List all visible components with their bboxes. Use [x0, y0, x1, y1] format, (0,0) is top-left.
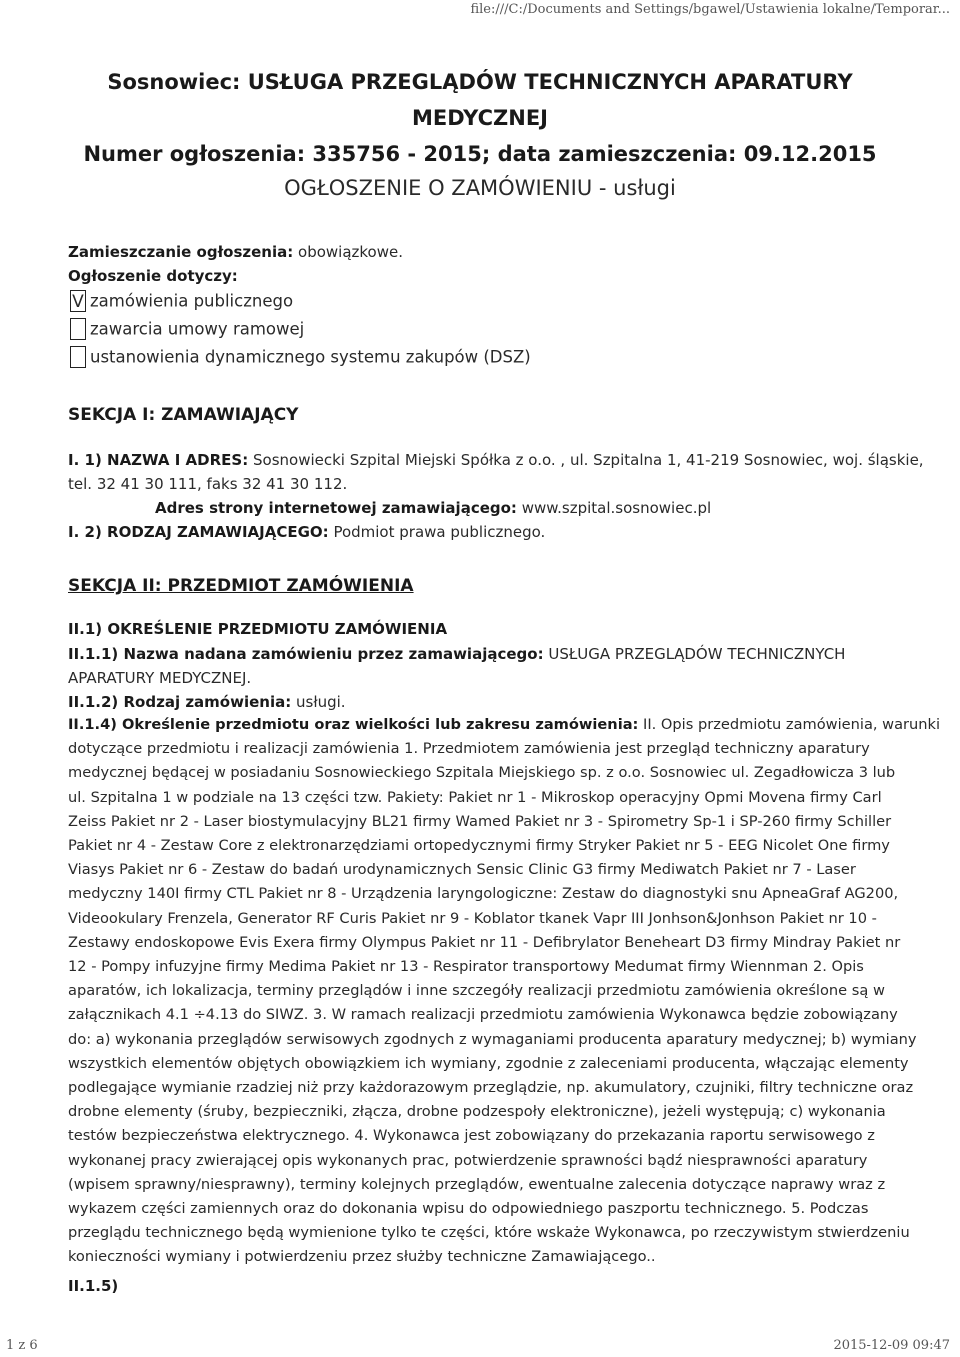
ii14-label: II.1.4) Określenie przedmiotu oraz wielkości lub zakresu zamówienia: — [68, 716, 639, 733]
i2-label: I. 2) RODZAJ ZAMAWIAJĄCEGO: — [68, 523, 329, 541]
i1-label: I. 1) NAZWA I ADRES: — [68, 451, 249, 469]
ii14-body — [68, 737, 917, 1269]
ii14-description — [68, 713, 941, 1270]
page-indicator: 1 z 6 — [6, 1338, 38, 1353]
website-row — [155, 499, 711, 517]
option-label: zawarcia umowy ramowej — [90, 319, 305, 339]
ii14-line: ul. Szpitalna 1 w podziale na 13 części tzw. Pakiety: Pakiet nr 1 - Mikroskop operacyjny Opmi Movena firmy Carl — [68, 788, 882, 806]
ii14-line: załącznikach 4.1 ÷4.13 do SIWZ. 3. W ramach realizacji przedmiotu zamówienia Wykonawca będzie zobowiązany — [68, 1006, 898, 1024]
i1-value: Sosnowiecki Szpital Miejski Spółka z o.o. , ul. Szpitalna 1, 41-219 Sosnowiec, woj. śląskie, — [253, 451, 924, 469]
dotyczy-label: Ogłoszenie dotyczy: — [68, 267, 238, 285]
ii14-line: II. Opis przedmiotu zamówienia, warunki — [643, 716, 941, 733]
doc-title-line-2: MEDYCZNEJ — [412, 106, 548, 130]
i2-value: Podmiot prawa publicznego. — [333, 523, 546, 541]
print-timestamp: 2015-12-09 09:47 — [833, 1338, 950, 1353]
ii14-line: (wpisem sprawny/niesprawny), terminy kolejnych przeglądów, ewentualne zalecenia dotyczące naprawy wraz z — [68, 1175, 886, 1193]
zamieszczanie-row — [68, 243, 403, 261]
ii15-label: II.1.5) — [68, 1277, 119, 1295]
ii12-value: usługi. — [296, 693, 346, 711]
option-label: zamówienia publicznego — [90, 291, 294, 311]
option-umowy-ramowej — [70, 318, 304, 342]
ii12-label: II.1.2) Rodzaj zamówienia: — [68, 693, 292, 711]
option-zamowienia-publicznego — [70, 290, 293, 314]
zamieszczanie-value: obowiązkowe. — [298, 243, 404, 261]
ii11-label: II.1.1) Nazwa nadana zamówieniu przez zamawiającego: — [68, 645, 544, 663]
page-url: file:///C:/Documents and Settings/bgawel/Ustawienia lokalne/Temporar... — [470, 2, 950, 17]
ii14-line: wykonanej pracy zwierającej opis wykonanych prac, potwierdzenie sprawności bądź niesprawności aparatury — [68, 1151, 868, 1169]
ii14-line: Pakiet nr 4 - Zestaw Core z elektronarzędziami ortopedycznymi firmy Stryker Pakiet nr 5 - EEG Nicolet One firmy — [68, 837, 890, 855]
ii11-value: USŁUGA PRZEGLĄDÓW TECHNICZNYCH — [548, 645, 846, 663]
ii14-line: do: a) wykonania przeglądów serwisowych zgodnych z wymaganiami producenta aparatury medycznej; b) wymiany — [68, 1030, 917, 1048]
doc-title-line-1: Sosnowiec: USŁUGA PRZEGLĄDÓW TECHNICZNYCH APARATURY — [107, 70, 853, 94]
ii11-row — [68, 645, 845, 663]
ii12-row — [68, 693, 346, 711]
ii1-heading: II.1) OKREŚLENIE PRZEDMIOTU ZAMÓWIENIA — [68, 620, 448, 638]
zamieszczanie-label: Zamieszczanie ogłoszenia: — [68, 243, 294, 261]
ii14-line: Videookulary Frenzela, Generator RF Curis Pakiet nr 9 - Koblator tkanek Vapr III Jonhson&Jonhson Pakiet nr 10 - — [68, 909, 877, 927]
ii14-line: testów bezpieczeństwa elektrycznego. 4. Wykonawca jest zobowiązany do przekazania raportu serwisowego z — [68, 1127, 875, 1145]
option-dsz — [70, 346, 531, 370]
ii11-value-cont: APARATURY MEDYCZNEJ. — [68, 669, 252, 687]
i1-name-address — [68, 451, 924, 469]
ii14-line: aparatów, ich lokalizacja, terminy przeglądów i inne szczegóły realizacji przedmiotu zamówienia określone są w — [68, 982, 885, 1000]
i2-row — [68, 523, 545, 541]
ii14-line: przeglądu technicznego będą wymienione tylko te części, które wskaże Wykonawca, po rzeczywistym stwierdzeniu — [68, 1224, 910, 1242]
doc-announcement-type: OGŁOSZENIE O ZAMÓWIENIU - usługi — [284, 176, 676, 200]
checkbox-empty — [70, 318, 86, 340]
option-label: ustanowienia dynamicznego systemu zakupów (DSZ) — [90, 347, 531, 367]
website-label: Adres strony internetowej zamawiającego: — [155, 499, 517, 517]
ii14-line: wykazem części zamiennych oraz do dokonania wpisu do odpowiedniego paszportu technicznego. 5. Podczas — [68, 1200, 869, 1218]
section-2-heading: SEKCJA II: PRZEDMIOT ZAMÓWIENIA — [68, 576, 414, 596]
ii14-line: dotyczące przedmiotu i realizacji zamówienia 1. Przedmiotem zamówienia jest przegląd techniczny aparatury — [68, 740, 870, 758]
ii14-line: wszystkich elementów objętych obowiązkiem ich wymiany, zgodnie z zaleceniami producenta, włączając elementy — [68, 1054, 909, 1072]
checkbox-checked: V — [70, 290, 86, 312]
checkbox-empty — [70, 346, 86, 368]
doc-announcement-number: Numer ogłoszenia: 335756 - 2015; data zamieszczenia: 09.12.2015 — [83, 142, 877, 166]
i1-contact: tel. 32 41 30 111, faks 32 41 30 112. — [68, 475, 348, 493]
ii14-line: drobne elementy (śruby, bezpieczniki, złącza, drobne podzespoły elektroniczne), jeżeli występują; c) wykonania — [68, 1103, 886, 1121]
ii14-line: Zestawy endoskopowe Evis Exera firmy Olympus Pakiet nr 11 - Defibrylator Beneheart D3 firmy Mindray Pakiet nr — [68, 933, 901, 951]
ii14-line: medyczny 140I firmy CTL Pakiet nr 8 - Urządzenia laryngologiczne: Zestaw do diagnostyki snu ApneaGraf AG200, — [68, 885, 899, 903]
ii14-line: konieczności wymiany i potwierdzeniu przez służby techniczne Zamawiającego.. — [68, 1248, 656, 1266]
website-value: www.szpital.sosnowiec.pl — [521, 499, 712, 517]
ii14-line: 12 - Pompy infuzyjne firmy Medima Pakiet nr 13 - Respirator transportowy Medumat firmy Wiennman 2. Opis — [68, 958, 864, 976]
ii14-line: podlegające wymianie rzadziej niż przy każdorazowym przeglądzie, np. akumulatory, czujniki, filtry techniczne oraz — [68, 1079, 914, 1097]
section-1-heading: SEKCJA I: ZAMAWIAJĄCY — [68, 405, 299, 425]
ii14-first-line — [68, 713, 941, 737]
ii14-line: Viasys Pakiet nr 6 - Zestaw do badań urodynamicznych Sensic Clinic G3 firmy Mediwatch Pakiet nr 7 - Laser — [68, 861, 856, 879]
ii14-line: medycznej będącej w posiadaniu Sosnowieckiego Szpitala Miejskiego sp. z o.o. Sosnowiec ul. Zegadłowicza 3 lub — [68, 764, 896, 782]
ii14-line: Zeiss Pakiet nr 2 - Laser biostymulacyjny BL21 firmy Wamed Pakiet nr 3 - Spirometry Sp-1 i SP-260 firmy Schiller — [68, 812, 892, 830]
